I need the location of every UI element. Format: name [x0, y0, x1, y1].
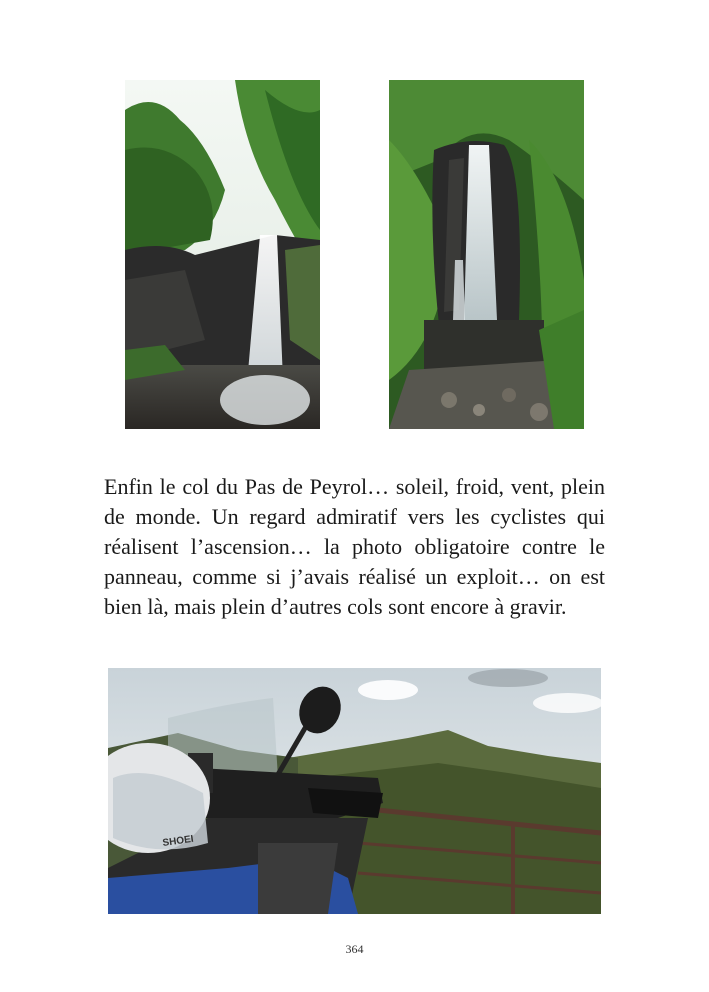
body-paragraph: Enfin le col du Pas de Peyrol… soleil, froid, vent, plein de monde. Un regard admiratif vers les cyclistes qui réalisent l’ascension… la photo obligatoire contre le panneau, comme si j’avais réalisé un exploit… on est bien là, mais plein d’autres cols sont encore à gravir.	[104, 474, 605, 619]
page-number: 364	[345, 942, 364, 956]
waterfall-photo-right	[389, 80, 584, 429]
motorcycle-mountain-photo	[108, 668, 601, 914]
waterfall-photo-left	[125, 80, 320, 429]
helmet-brand-label: SHOEI	[161, 833, 195, 849]
